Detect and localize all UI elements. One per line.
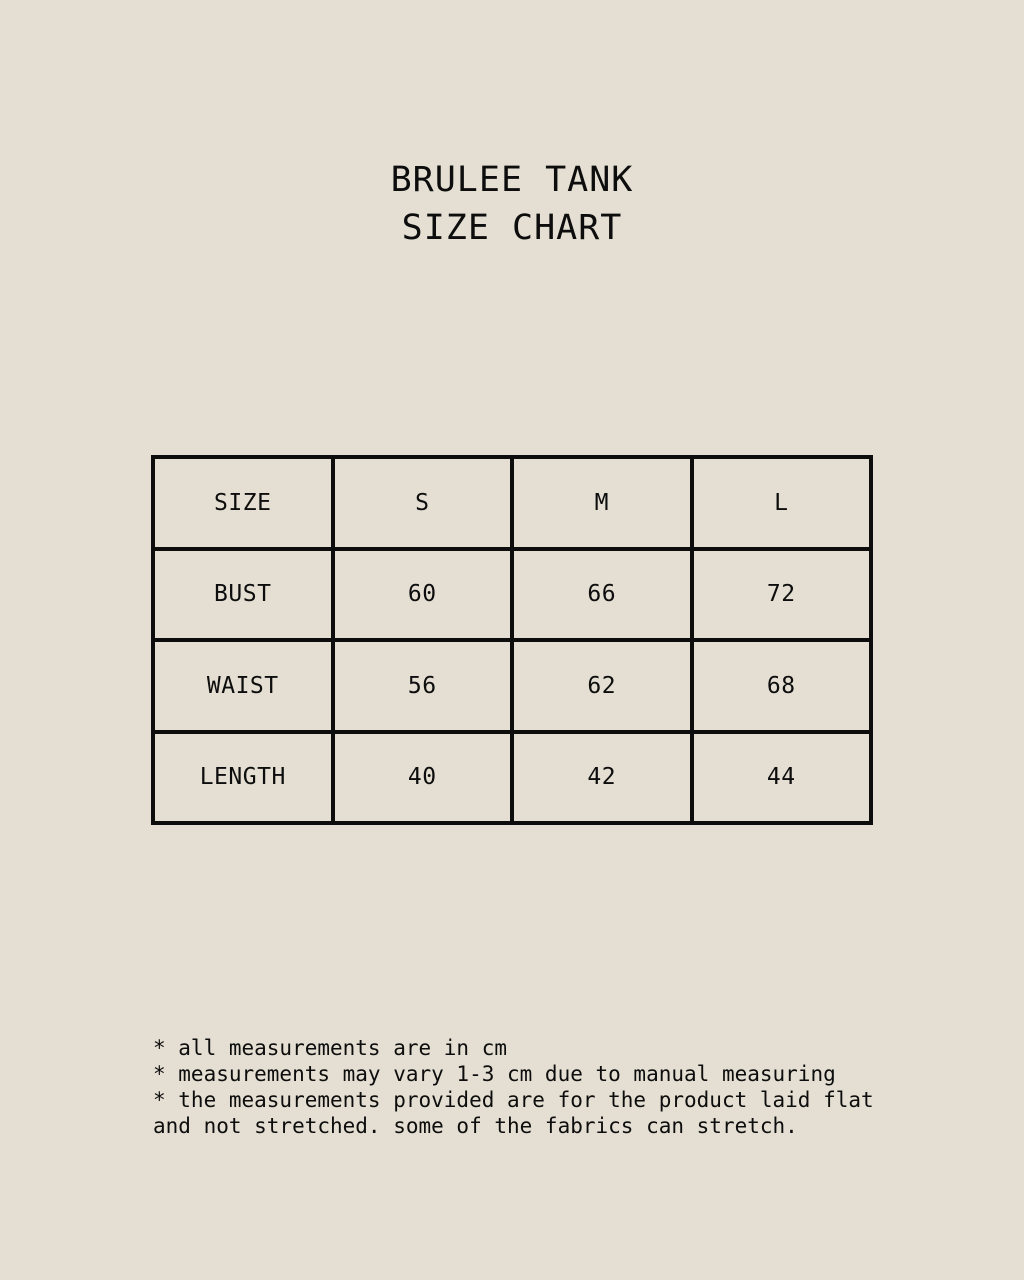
table-header-row <box>153 457 871 549</box>
note-laid-flat: * the measurements provided are for the product laid flat <box>153 1088 874 1112</box>
table-row-length <box>153 732 871 824</box>
bust-m-value: 66 <box>512 549 692 641</box>
bust-l-value: 72 <box>692 549 872 641</box>
row-label-bust: BUST <box>153 549 333 641</box>
table-row-waist <box>153 640 871 732</box>
header-cell-s: S <box>333 457 513 549</box>
length-m-value: 42 <box>512 732 692 824</box>
note-stretch: and not stretched. some of the fabrics can stretch. <box>153 1114 798 1138</box>
page-title <box>0 156 1024 252</box>
row-label-waist: WAIST <box>153 640 333 732</box>
measurement-notes <box>153 1035 953 1139</box>
waist-s-value: 56 <box>333 640 513 732</box>
chart-title: SIZE CHART <box>401 208 623 248</box>
header-cell-m: M <box>512 457 692 549</box>
product-name: BRULEE TANK <box>390 160 634 200</box>
waist-m-value: 62 <box>512 640 692 732</box>
waist-l-value: 68 <box>692 640 872 732</box>
row-label-length: LENGTH <box>153 732 333 824</box>
note-variance: * measurements may vary 1-3 cm due to manual measuring <box>153 1062 836 1086</box>
length-s-value: 40 <box>333 732 513 824</box>
header-cell-size: SIZE <box>153 457 333 549</box>
bust-s-value: 60 <box>333 549 513 641</box>
header-cell-l: L <box>692 457 872 549</box>
size-chart-table <box>151 455 873 825</box>
table-row-bust <box>153 549 871 641</box>
length-l-value: 44 <box>692 732 872 824</box>
note-units: * all measurements are in cm <box>153 1036 508 1060</box>
